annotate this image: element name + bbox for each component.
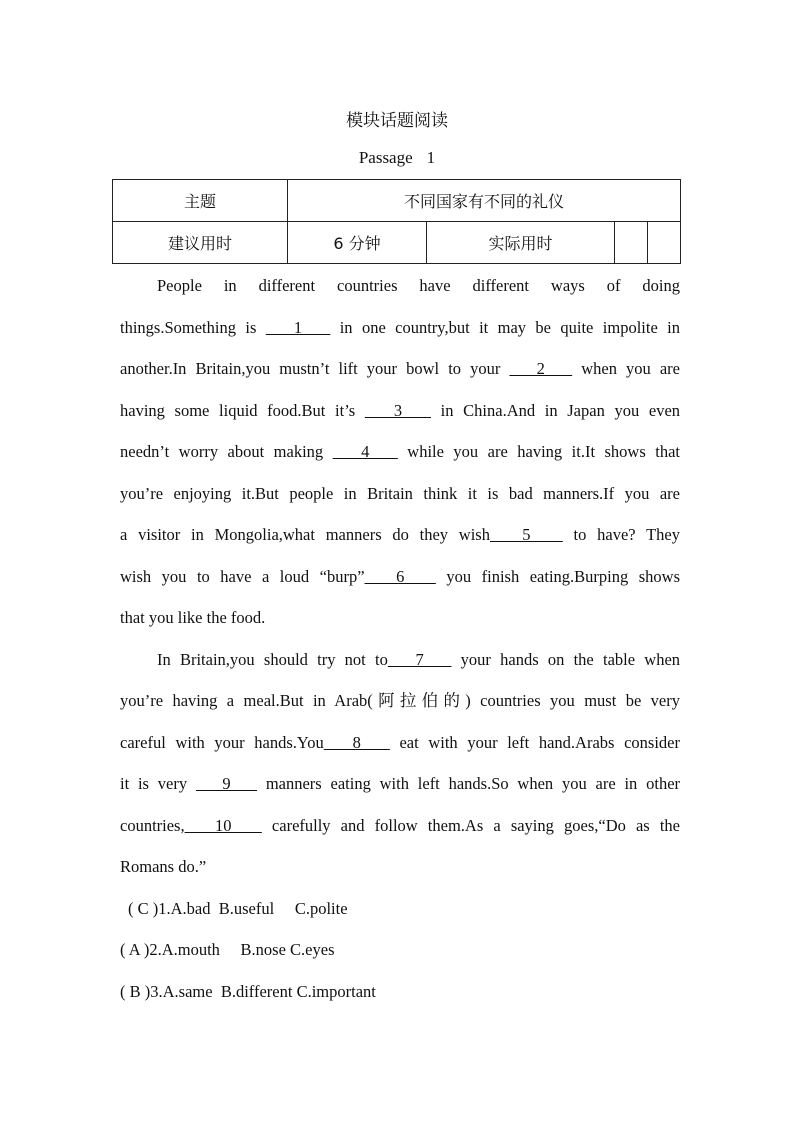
text-run: when you are (572, 359, 680, 378)
text-run: needn’t worry about making (120, 442, 333, 461)
text-run: it is very (120, 774, 196, 793)
actual-time-cell-1[interactable] (615, 222, 648, 264)
info-table (112, 179, 681, 264)
text-run: eat with your left hand.Arabs consider (389, 732, 680, 752)
blank-10: 10 (184, 815, 262, 835)
text-run: manners eating with left hands.So when you are in other (257, 774, 681, 793)
passage-line (120, 514, 680, 556)
passage-line (120, 307, 680, 349)
text-run: wish you to have a loud “burp” (120, 566, 365, 586)
passage-label: Passage (358, 148, 413, 167)
passage-line: People in different countries have different ways of doing (157, 276, 680, 295)
passage-line: that you like the food. (120, 608, 266, 627)
blank-6: 6 (364, 566, 436, 586)
text-run: your hands on the table when (451, 649, 681, 669)
blank-2: 2 (509, 359, 573, 378)
text-run: having some liquid food.But it’s (120, 400, 365, 420)
passage-line (120, 556, 680, 598)
passage-line (120, 431, 680, 473)
passage-line (120, 639, 680, 681)
passage-line: you’re having a meal.But in Arab(阿拉伯的) countries you must be very (120, 691, 680, 710)
text-run: careful with your hands.You (120, 732, 324, 752)
text-run: another.In Britain,you mustn’t lift your bowl to your (120, 359, 510, 378)
question-3 (120, 971, 680, 1013)
suggested-time-value: 6 分钟 (288, 222, 427, 264)
text-run: in China.And in Japan you even (431, 400, 681, 420)
text-run: carefully and follow them.As a saying goes,“Do as the (261, 815, 681, 835)
text-run: while you are having it.It shows that (397, 442, 680, 461)
answer-2: ( A ) (120, 940, 150, 959)
blank-4: 4 (332, 442, 398, 461)
blank-3: 3 (364, 400, 432, 420)
text-run: you finish eating.Burping shows (435, 566, 681, 586)
theme-row (113, 180, 681, 222)
text-run: countries, (120, 815, 185, 835)
blank-8: 8 (323, 732, 390, 752)
blank-7: 7 (387, 649, 452, 669)
passage-line: Romans do.” (120, 857, 207, 876)
question-2 (120, 929, 680, 971)
suggested-time-label: 建议用时 (113, 222, 288, 264)
blank-1: 1 (265, 317, 331, 337)
options-3: 3.A.same B.different C.important (150, 981, 376, 1001)
text-run: things.Something is (120, 317, 266, 337)
actual-time-cell-2[interactable] (648, 222, 681, 264)
time-row (113, 222, 681, 264)
answer-3: ( B ) (120, 981, 151, 1001)
passage-line: you’re enjoying it.But people in Britain think it is bad manners.If you are (120, 483, 680, 503)
text-run: a visitor in Mongolia,what manners do they wish (120, 525, 490, 544)
passage-body (120, 265, 680, 1012)
options-2: 2.A.mouth B.nose C.eyes (149, 940, 335, 959)
text-run: in one country,but it may be quite impolite in (330, 317, 680, 337)
passage-line (120, 390, 680, 432)
question-1 (120, 888, 680, 930)
answer-1: ( C ) (128, 898, 159, 918)
passage-number: 1 (426, 148, 436, 167)
text-run: In Britain,you should try not to (157, 649, 388, 669)
actual-time-label: 实际用时 (427, 222, 615, 264)
theme-value: 不同国家有不同的礼仪 (288, 180, 681, 222)
blank-5: 5 (489, 525, 563, 544)
theme-label: 主题 (113, 180, 288, 222)
text-run: to have? They (562, 525, 680, 544)
passage-heading (0, 148, 794, 168)
passage-line (120, 805, 680, 847)
page-title: 模块话题阅读 (346, 111, 448, 131)
options-1: 1.A.bad B.useful C.polite (158, 898, 348, 918)
passage-line (120, 763, 680, 805)
passage-line (120, 722, 680, 764)
blank-9: 9 (195, 774, 258, 793)
passage-line (120, 348, 680, 390)
